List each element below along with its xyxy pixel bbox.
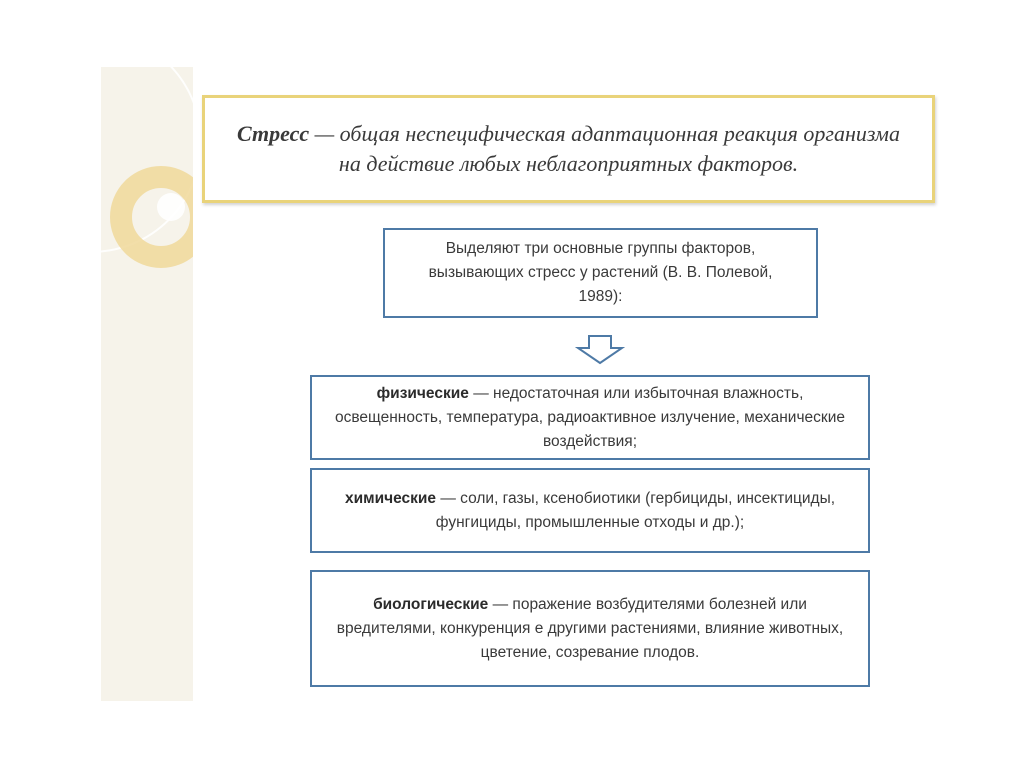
definition-body: — общая неспецифическая адаптационная реакция организма на действие любых неблагоприятных факторов.: [309, 121, 900, 176]
group-box-chemical: [310, 468, 870, 553]
group-box-biological: [310, 570, 870, 687]
intro-text: Выделяют три основные группы факторов, вызывающих стресс у растений (В. В. Полевой, 1989):: [428, 240, 773, 305]
down-arrow-icon: [575, 335, 625, 365]
group-box-physical: [310, 375, 870, 460]
group-text: [322, 487, 858, 535]
group-term: биологические: [373, 595, 489, 613]
definition-text: [225, 119, 912, 179]
group-description: — поражение возбудителями болезней или вредителями, конкуренция е другими растениями, влияние животных, цветение, созревание плодов.: [336, 595, 844, 661]
definition-term: Стресс: [237, 121, 310, 146]
group-text: [322, 593, 858, 665]
group-term: физические: [376, 384, 469, 402]
definition-box: [202, 95, 935, 203]
group-term: химические: [344, 489, 437, 507]
group-text: [322, 382, 858, 454]
decorative-ring-icon: [101, 67, 193, 701]
group-description: — соли, газы, ксенобиотики (гербициды, инсектициды, фунгициды, промышленные отходы и др.);: [435, 489, 836, 531]
intro-box: [383, 228, 818, 318]
group-description: — недостаточная или избыточная влажность, освещенность, температура, радиоактивное излучение, механические воздействия;: [335, 384, 845, 450]
